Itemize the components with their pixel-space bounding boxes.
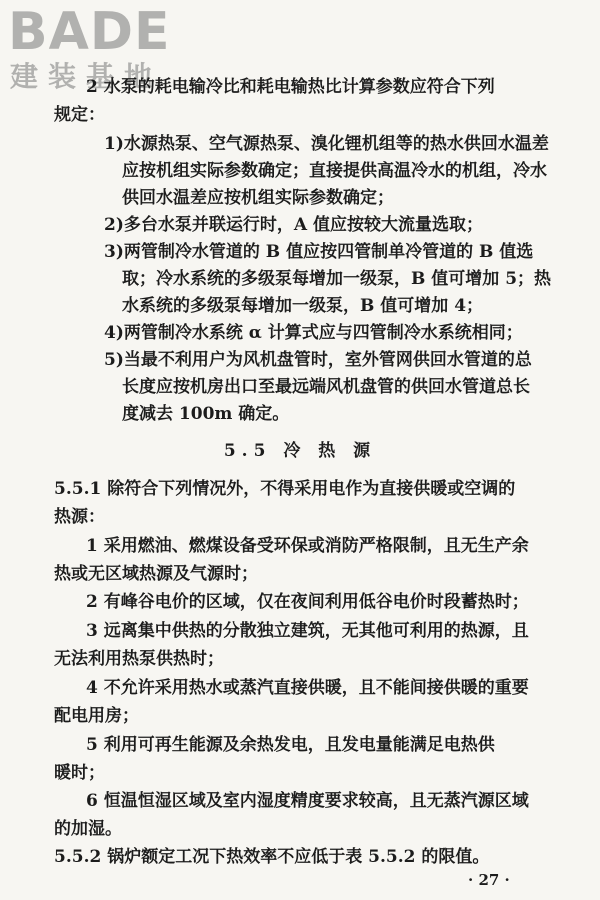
point-2-line-1: 2 有峰谷电价的区域，仅在夜间利用低谷电价时段蓄热时； bbox=[86, 592, 529, 612]
point-5-line-2: 暖时； bbox=[54, 763, 105, 783]
intro-line-1: 2 水泵的耗电输冷比和耗电输热比计算参数应符合下列 bbox=[86, 77, 495, 97]
item-2-line-1: 2)多台水泵并联运行时，A 值应按较大流量选取； bbox=[104, 215, 483, 235]
item-4-line-1: 4)两管制冷水系统 α 计算式应与四管制冷水系统相同； bbox=[104, 323, 523, 343]
intro-line-2: 规定： bbox=[54, 105, 105, 125]
point-4-line-1: 4 不允许采用热水或蒸汽直接供暖，且不能间接供暖的重要 bbox=[86, 678, 529, 698]
clause-551-line-2: 热源： bbox=[54, 507, 105, 527]
item-3-line-3: 水系统的多级泵每增加一级泵，B 值可增加 4； bbox=[122, 296, 484, 316]
item-3-line-1: 3)两管制冷水管道的 B 值应按四管制单冷管道的 B 值选 bbox=[104, 242, 534, 262]
point-1-line-1: 1 采用燃油、燃煤设备受环保或消防严格限制，且无生产余 bbox=[86, 536, 529, 556]
watermark-subtitle: 建装基地 bbox=[10, 60, 163, 93]
section-title: 5.5 冷 热 源 bbox=[223, 441, 377, 461]
item-1-line-1: 1)水源热泵、空气源热泵、溴化锂机组等的热水供回水温差 bbox=[104, 134, 549, 154]
point-1-line-2: 热或无区域热源及气源时； bbox=[54, 564, 258, 584]
page-number: · 27 · bbox=[468, 871, 510, 889]
item-1-line-3: 供回水温差应按机组实际参数确定； bbox=[122, 188, 394, 208]
item-5-line-3: 度减去 100m 确定。 bbox=[122, 404, 290, 424]
point-5-line-1: 5 利用可再生能源及余热发电，且发电量能满足电热供 bbox=[86, 735, 495, 755]
item-5-line-1: 5)当最不利用户为风机盘管时，室外管网供回水管道的总 bbox=[104, 350, 532, 370]
point-6-line-1: 6 恒温恒湿区域及室内湿度精度要求较高，且无蒸汽源区域 bbox=[86, 791, 529, 811]
item-5-line-2: 长度应按机房出口至最远端风机盘管的供回水管道总长 bbox=[122, 377, 530, 397]
item-3-line-2: 取；冷水系统的多级泵每增加一级泵，B 值可增加 5；热 bbox=[122, 269, 552, 289]
watermark-brand: BADE bbox=[8, 2, 171, 62]
clause-552-line-1: 5.5.2 锅炉额定工况下热效率不应低于表 5.5.2 的限值。 bbox=[54, 847, 490, 867]
point-6-line-2: 的加湿。 bbox=[54, 819, 122, 839]
point-3-line-2: 无法利用热泵供热时； bbox=[54, 649, 224, 669]
point-3-line-1: 3 远离集中供热的分散独立建筑，无其他可利用的热源，且 bbox=[86, 621, 529, 641]
item-1-line-2: 应按机组实际参数确定；直接提供高温冷水的机组，冷水 bbox=[122, 161, 547, 181]
point-4-line-2: 配电用房； bbox=[54, 706, 139, 726]
clause-551-line-1: 5.5.1 除符合下列情况外，不得采用电作为直接供暖或空调的 bbox=[54, 479, 516, 499]
